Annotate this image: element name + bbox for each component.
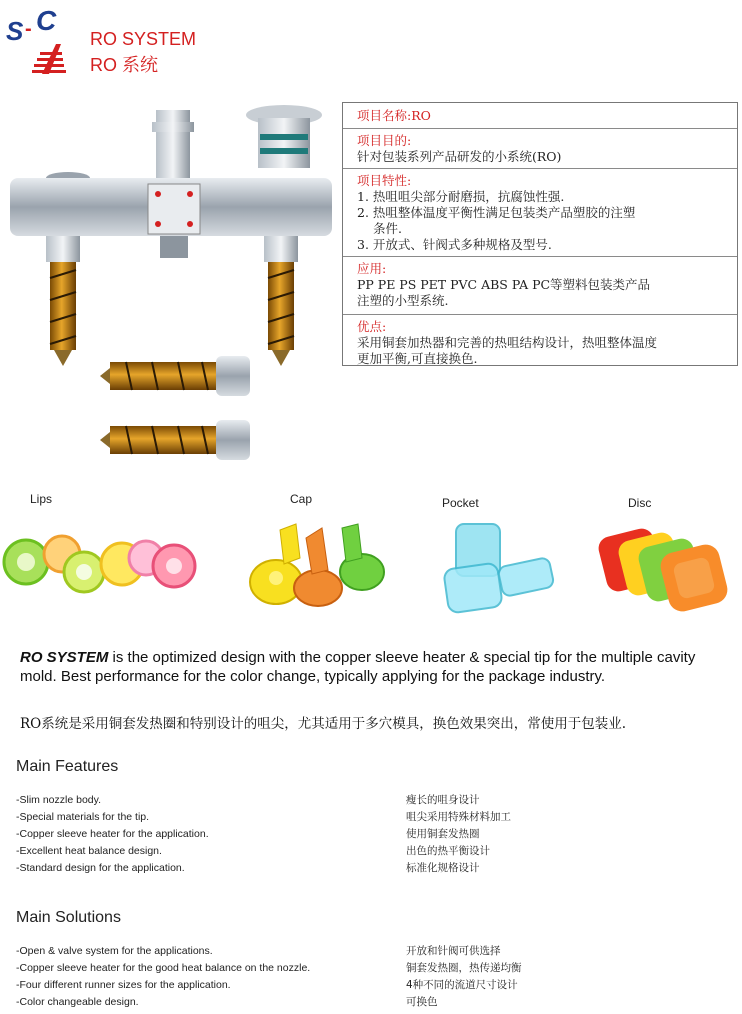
spec-name-value: RO <box>411 108 431 123</box>
spec-row-advantage <box>343 315 737 367</box>
spec-features-label: 项目特性: <box>357 173 412 188</box>
solution-item-en: -Open & valve system for the applications. <box>16 945 213 957</box>
spec-row-name <box>343 103 737 129</box>
svg-text:S: S <box>6 16 24 46</box>
pocket-image <box>440 516 560 616</box>
description-brand: RO SYSTEM <box>20 649 109 666</box>
feature-item-zh: 咀尖采用特殊材料加工 <box>406 811 511 823</box>
solution-item-zh: 铜套发热圈，热传递均衡 <box>406 962 522 974</box>
logo-graphic <box>4 4 84 80</box>
main-features-list-zh <box>406 792 511 877</box>
solution-item-en: -Color changeable design. <box>16 996 139 1008</box>
feature-item-en: -Standard design for the application. <box>16 862 185 874</box>
svg-text:C: C <box>36 5 57 36</box>
spec-purpose-label: 项目目的: <box>357 133 412 148</box>
spec-application-label: 应用: <box>357 261 387 276</box>
feature-item-en: -Slim nozzle body. <box>16 794 102 806</box>
spec-feature-item: 3. 开放式、针阀式多种规格及型号. <box>357 237 552 252</box>
solution-item-zh: 4种不同的流道尺寸设计 <box>406 979 518 991</box>
spec-application-text: 注塑的小型系统. <box>357 293 449 308</box>
feature-item-zh: 瘦长的咀身设计 <box>406 794 480 806</box>
main-features-list-en <box>16 792 209 877</box>
system-description-zh: RO系统是采用铜套发热圈和特别设计的咀尖，尤其适用于多穴模具，换色效果突出，常使用于包装业. <box>20 716 627 732</box>
solution-item-en: -Copper sleeve heater for the good heat balance on the nozzle. <box>16 962 311 974</box>
main-features-title: Main Features <box>16 758 119 775</box>
brand-title-zh: RO 系统 <box>90 55 159 75</box>
feature-item-en: -Excellent heat balance design. <box>16 845 162 857</box>
main-solutions-list-en <box>16 943 310 1011</box>
solution-item-zh: 开放和针阀可供选择 <box>406 945 501 957</box>
brand-title-en: RO SYSTEM <box>90 29 197 49</box>
spec-advantage-label: 优点: <box>357 319 387 334</box>
spec-advantage-text: 更加平衡,可直接换色. <box>357 351 478 366</box>
spec-row-features <box>343 169 737 257</box>
solution-item-zh: 可换色 <box>406 996 438 1008</box>
spec-application-text: PP PE PS PET PVC ABS PA PC等塑料包装类产品 <box>357 277 651 292</box>
solution-item-en: -Four different runner sizes for the application. <box>16 979 231 991</box>
disc-image <box>592 518 742 618</box>
spec-row-application <box>343 257 737 315</box>
product-label-disc: Disc <box>628 496 652 510</box>
main-solutions-title: Main Solutions <box>16 909 121 926</box>
hot-runner-system-image <box>6 100 340 470</box>
spec-row-purpose <box>343 129 737 169</box>
system-description-en <box>20 648 732 686</box>
feature-item-en: -Special materials for the tip. <box>16 811 150 823</box>
spec-advantage-text: 采用铜套加热器和完善的热咀结构设计，热咀整体温度 <box>357 335 658 350</box>
company-logo <box>4 4 84 80</box>
main-solutions-list-zh <box>406 943 522 1011</box>
svg-text:-: - <box>25 18 32 40</box>
lips-image <box>0 530 210 605</box>
spec-feature-item: 条件. <box>373 221 402 236</box>
spec-feature-item: 2. 热咀整体温度平衡性满足包装类产品塑胶的注塑 <box>357 205 636 220</box>
feature-item-zh: 标准化规格设计 <box>406 862 480 874</box>
product-label-lips: Lips <box>30 492 53 506</box>
spec-purpose-text: 针对包装系列产品研发的小系统(RO) <box>357 149 562 164</box>
product-label-pocket: Pocket <box>442 496 479 510</box>
spec-name-label: 项目名称: <box>357 108 412 123</box>
spec-feature-item: 1. 热咀咀尖部分耐磨损，抗腐蚀性强. <box>357 189 565 204</box>
product-label-cap: Cap <box>290 492 313 506</box>
project-spec-table <box>342 102 738 366</box>
feature-item-zh: 使用铜套发热圈 <box>406 828 480 840</box>
feature-item-en: -Copper sleeve heater for the application. <box>16 828 209 840</box>
description-text: is the optimized design with the copper sleeve heater & special tip for the multiple cavity mold. Best performance for the color change, typically applying for the package industry. <box>20 649 696 685</box>
feature-item-zh: 出色的热平衡设计 <box>406 845 490 857</box>
cap-image <box>240 518 390 613</box>
